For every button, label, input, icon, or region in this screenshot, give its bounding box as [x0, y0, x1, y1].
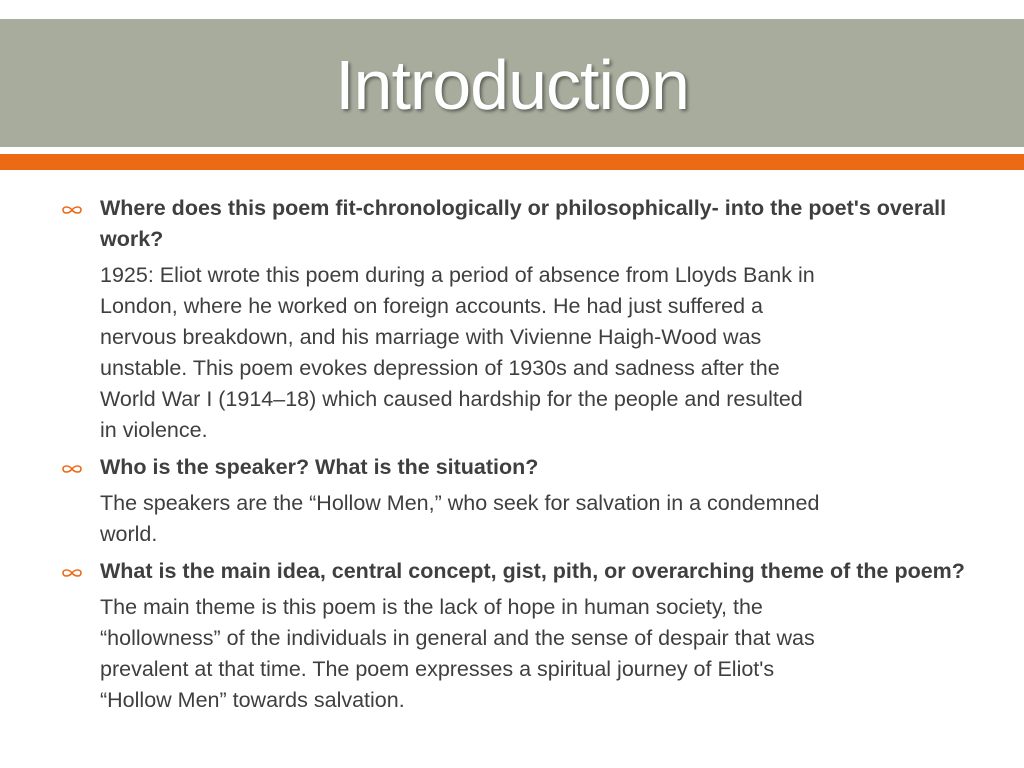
answer-text: The speakers are the “Hollow Men,” who seek for salvation in a condemned world. — [100, 491, 820, 546]
title-bar — [0, 19, 1024, 147]
question-text: Who is the speaker? What is the situation? — [100, 455, 539, 479]
accent-divider — [0, 154, 1024, 170]
question-text: What is the main idea, central concept, gist, pith, or overarching theme of the poem? — [100, 559, 965, 583]
list-item — [0, 556, 1024, 716]
answer-text: 1925: Eliot wrote this poem during a period of absence from Lloyds Bank in London, where he worked on foreign accounts. He had just suffered a nervous breakdown, and his marriage with Vivienne Haigh-Wood was unstable. This poem evokes depression of 1930s and sadness after the World War I (1914–18) which caused hardship for the people and resulted in violence. — [100, 263, 815, 442]
infinity-swirl-icon — [60, 203, 84, 217]
list-item — [0, 193, 1024, 446]
infinity-swirl-icon — [60, 566, 84, 580]
slide-content — [0, 193, 1024, 716]
answer-text: The main theme is this poem is the lack of hope in human society, the “hollowness” of the individuals in general and the sense of despair that was prevalent at that time. The poem expresses a spiritual journey of Eliot's “Hollow Men” towards salvation. — [100, 595, 815, 712]
infinity-swirl-icon — [60, 462, 84, 476]
question-text: Where does this poem fit-chronologically or philosophically- into the poet's overall work? — [100, 196, 947, 251]
list-item — [0, 452, 1024, 550]
slide-title: Introduction — [335, 46, 689, 124]
